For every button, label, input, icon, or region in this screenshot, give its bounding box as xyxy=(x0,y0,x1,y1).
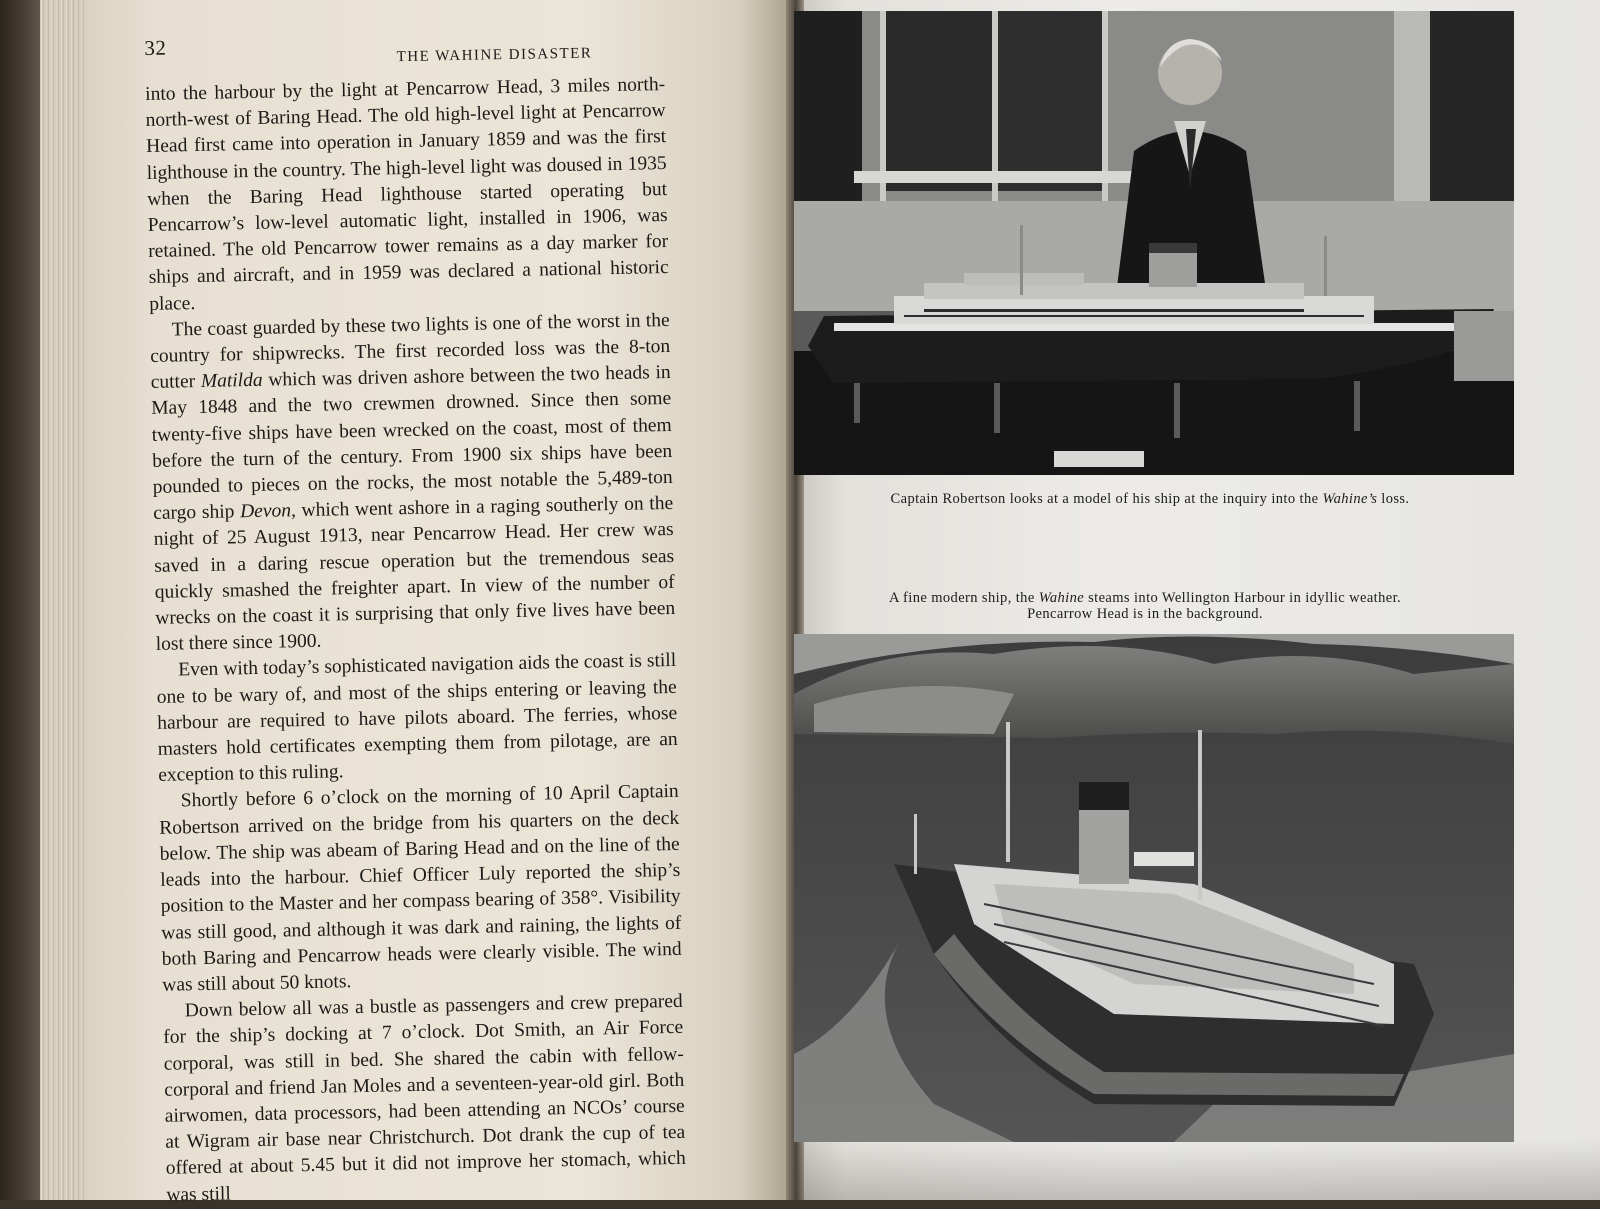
caption-bottom-ship-name: Wahine xyxy=(1038,590,1085,606)
paragraph-text: Even with today’s sophisticated navigation aids the coast is still one to be wary of, and most of the ships entering or leaving the harbour are required to have pilots aboard. The ferries, whose masters hold certificates exempting them from pilotage, are an exception to this ruling. xyxy=(156,650,678,787)
italic-ship-name: Matilda xyxy=(200,370,263,393)
caption-bottom-text-end: steams into Wellington Harbour in idyllic weather. Pencarrow Head is in the background. xyxy=(1027,590,1402,622)
caption-bottom-text: A fine modern ship, the xyxy=(888,590,1039,606)
page-number: 32 xyxy=(144,35,167,60)
caption-top-text: Captain Robertson looks at a model of his ship at the inquiry into the xyxy=(890,491,1323,507)
paragraph-text: into the harbour by the light at Pencarrow Head, 3 miles north-north-west of Baring Head. The old high-level light at Pencarrow Head first came into operation in January 1859 and was the first lighthouse in the country. The high-level light was doused in 1935 when the Baring Head lighthouse started operating but Pencarrow’s low-level automatic light, installed in 1906, was retained. The old Pencarrow tower remains as a day marker for ships and aircraft, and in 1959 was declared a national historic place. xyxy=(144,74,669,315)
body-paragraph xyxy=(163,989,687,1209)
page-stack-edge xyxy=(40,0,88,1200)
page-bottom-shadow xyxy=(796,1140,1600,1200)
paragraph-text: Shortly before 6 o’clock on the morning of 10 April Captain Robertson arrived on the bridge from his quarters on the deck below. The ship was abeam of Baring Head and on the line of the leads into the harbour. Chief Officer Luly reported the ship’s position to the Master and her compass bearing of 358°. Visibility was still good, and although it was dark and raining, the lights of both Baring and Pencarrow heads were clearly visible. The wind was still about 50 knots. xyxy=(159,781,682,996)
body-paragraph xyxy=(145,72,669,318)
italic-ship-name: Devon, xyxy=(239,500,297,523)
body-text xyxy=(145,72,687,1209)
photo-caption-top xyxy=(870,491,1430,507)
photo-caption-bottom xyxy=(860,590,1430,622)
photo-captain-with-ship-model xyxy=(794,11,1514,475)
paragraph-text: The coast guarded by these two lights is one of the worst in the country for shipwrecks. The first recorded loss was the 8-ton cutter xyxy=(150,309,671,394)
body-paragraph xyxy=(149,308,675,659)
caption-top-text-end: loss. xyxy=(1377,491,1410,507)
running-head: THE WAHINE DISASTER xyxy=(396,45,593,66)
body-paragraph xyxy=(156,648,678,789)
left-page-content xyxy=(144,20,786,1206)
paragraph-text: which went ashore in a raging southerly on the night of 25 August 1913, near Pencarrow Head. Her crew was saved in a daring rescue operation but the tremendous seas quickly smashed the freighter apart. In view of the number of wrecks on the coast it is surprising that only five lives have been lost there since 1900. xyxy=(153,493,676,656)
paragraph-text: Down below all was a bustle as passengers and crew prepared for the ship’s docking at 7 o’clock. Dot Smith, an Air Force corporal, was still in bed. She shared the cabin with fellow-corporal and friend Jan Moles and a seventeen-year-old girl. Both airwomen, data processors, had been attending an NCOs’ course at Wigram air base near Christchurch. Dot drank the cup of tea offered at about 5.45 but it did not improve her stomach, which was still xyxy=(163,990,686,1206)
photo-wahine-steaming xyxy=(794,634,1514,1142)
body-paragraph xyxy=(159,779,683,999)
caption-top-ship-name: Wahine’s xyxy=(1322,491,1378,507)
paragraph-text: which was driven ashore between the two heads in May 1848 and the two crewmen drowned. Since then some twenty-five ships have been wrecked on the coast, most of them before the turn of the century. From 1900 six ships have been pounded to pieces on the rocks, the most notable the 5,489-ton cargo ship xyxy=(151,362,673,525)
